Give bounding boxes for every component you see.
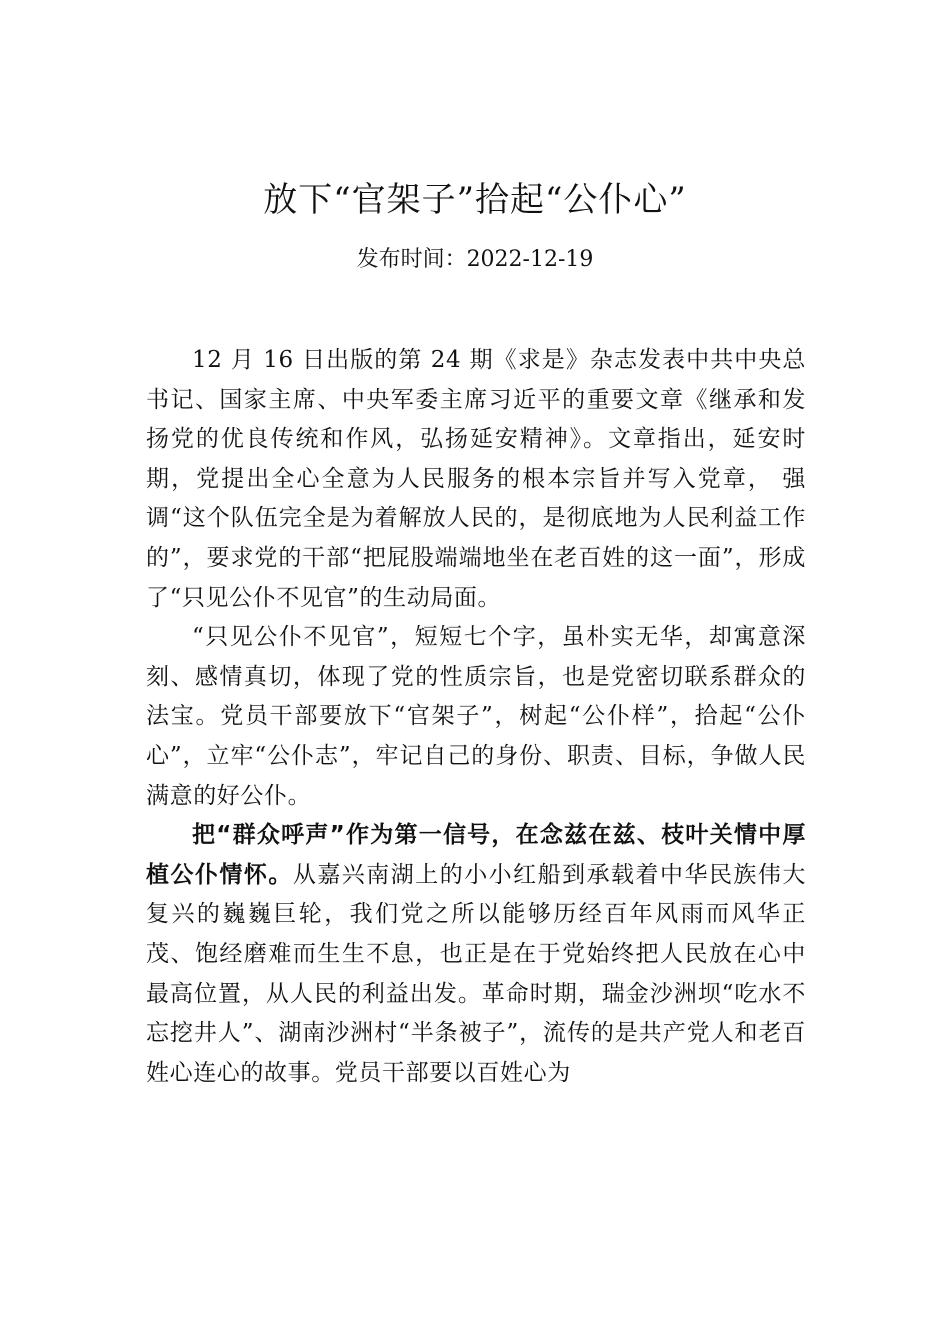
paragraph-lead-bold: 把“群众呼声”作为第一信号，在念兹在兹、枝叶关情中厚植公仆情怀。 — [146, 822, 806, 888]
paragraph-1 — [146, 341, 806, 618]
paragraph-text: “只见公仆不见官”，短短七个字，虽朴实无华，却寓意深刻、感情真切，体现了党的性质宗旨，也是党密切联系群众的法宝。党员干部要放下“官架子”，树起“公仆样”，拾起“公仆心”，立牢“公仆志”，牢记自己的身份、职责、目标，争做人民满意的好公仆。 — [146, 624, 806, 809]
paragraph-2 — [146, 618, 806, 816]
paragraph-3 — [146, 816, 806, 1093]
document-title: 放下“官架子”拾起“公仆心” — [263, 180, 687, 220]
publish-date: 发布时间：2022-12-19 — [356, 247, 594, 272]
paragraph-text: 从嘉兴南湖上的小小红船到承载着中华民族伟大复兴的巍巍巨轮，我们党之所以能够历经百年风雨而风华正茂、饱经磨难而生生不息，也正是在于党始终把人民放在心中最高位置，从人民的利益出发。革命时期，瑞金沙洲坝“吃水不忘挖井人”、湖南沙洲村“半条被子”，流传的是共产党人和老百姓心连心的故事。党员干部要以百姓心为 — [146, 861, 806, 1086]
paragraph-text: 12 月 16 日出版的第 24 期《求是》杂志发表中共中央总书记、国家主席、中央军委主席习近平的重要文章《继承和发扬党的优良传统和作风，弘扬延安精神》。文章指出，延安时期，党提出全心全意为人民服务的根本宗旨并写入党章， 强调“这个队伍完全是为着解放人民的，是彻底地为人民利益工作的”，要求党的干部“把屁股端端地坐在老百姓的这一面”，形成了“只见公仆不见官”的生动局面。 — [146, 347, 806, 611]
article-body — [146, 341, 806, 1093]
